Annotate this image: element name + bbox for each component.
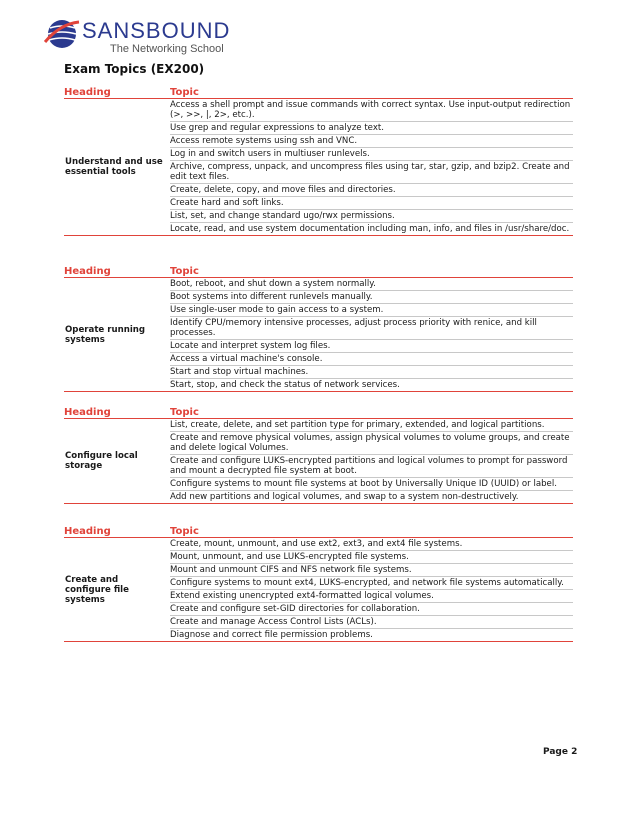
topic-cell: Access a shell prompt and issue commands with correct syntax. Use input-output redirection (>, >>, |, 2>, etc.).: [170, 99, 573, 122]
topic-cell: Start and stop virtual machines.: [170, 366, 573, 379]
topic-cell: Create and manage Access Control Lists (ACLs).: [170, 616, 573, 629]
topic-cell: Mount and unmount CIFS and NFS network file systems.: [170, 564, 573, 577]
topic-cell: Create, delete, copy, and move files and directories.: [170, 184, 573, 197]
topic-cell: Access remote systems using ssh and VNC.: [170, 135, 573, 148]
topic-cell: Mount, unmount, and use LUKS-encrypted file systems.: [170, 551, 573, 564]
topic-cell: Add new partitions and logical volumes, and swap to a system non-destructively.: [170, 491, 573, 504]
page-number: Page 2: [543, 747, 578, 757]
table-row: [64, 538, 573, 551]
topics-table: [64, 86, 573, 236]
table-header: [64, 265, 573, 278]
topic-cell: Create and configure LUKS-encrypted partitions and logical volumes to prompt for password and mount a decrypted file system at boot.: [170, 455, 573, 478]
exam-title: Exam Topics (EX200): [64, 62, 205, 76]
topic-cell: Configure systems to mount file systems at boot by Universally Unique ID (UUID) or label.: [170, 478, 573, 491]
table-header: [64, 86, 573, 99]
logo-tagline: The Networking School: [110, 43, 224, 55]
section-heading: Operate running systems: [64, 278, 170, 392]
topic-cell: List, create, delete, and set partition type for primary, extended, and logical partitions.: [170, 419, 573, 432]
table-row: [64, 278, 573, 291]
heading-column-header: Heading: [64, 406, 170, 419]
topic-cell: Archive, compress, unpack, and uncompress files using tar, star, gzip, and bzip2. Create and edit text files.: [170, 161, 573, 184]
topic-cell: Use single-user mode to gain access to a system.: [170, 304, 573, 317]
heading-column-header: Heading: [64, 265, 170, 278]
topic-cell: Boot, reboot, and shut down a system normally.: [170, 278, 573, 291]
topic-cell: Diagnose and correct file permission problems.: [170, 629, 573, 642]
topic-cell: Configure systems to mount ext4, LUKS-encrypted, and network file systems automatically.: [170, 577, 573, 590]
topics-table: [64, 525, 573, 642]
topic-column-header: Topic: [170, 406, 573, 419]
table-header: [64, 406, 573, 419]
topic-cell: Create hard and soft links.: [170, 197, 573, 210]
globe-logo-icon: [44, 16, 80, 52]
topics-table: [64, 265, 573, 392]
topic-cell: Access a virtual machine's console.: [170, 353, 573, 366]
table-header: [64, 525, 573, 538]
topic-cell: Start, stop, and check the status of network services.: [170, 379, 573, 392]
topic-cell: Create, mount, unmount, and use ext2, ext3, and ext4 file systems.: [170, 538, 573, 551]
table-row: [64, 99, 573, 122]
section-heading: Create and configure file systems: [64, 538, 170, 642]
topic-cell: Extend existing unencrypted ext4-formatted logical volumes.: [170, 590, 573, 603]
topic-cell: Locate, read, and use system documentation including man, info, and files in /usr/share/doc.: [170, 223, 573, 236]
topic-cell: Create and remove physical volumes, assign physical volumes to volume groups, and create and delete logical Volumes.: [170, 432, 573, 455]
topic-cell: Create and configure set-GID directories for collaboration.: [170, 603, 573, 616]
topic-cell: Boot systems into different runlevels manually.: [170, 291, 573, 304]
section-heading: Understand and use essential tools: [64, 99, 170, 236]
sansbound-logo: [44, 14, 234, 56]
topic-column-header: Topic: [170, 86, 573, 99]
topic-cell: Use grep and regular expressions to analyze text.: [170, 122, 573, 135]
heading-column-header: Heading: [64, 525, 170, 538]
section-heading: Configure local storage: [64, 419, 170, 504]
topic-cell: Identify CPU/memory intensive processes, adjust process priority with renice, and kill processes.: [170, 317, 573, 340]
topic-cell: Locate and interpret system log files.: [170, 340, 573, 353]
topic-cell: Log in and switch users in multiuser runlevels.: [170, 148, 573, 161]
topic-column-header: Topic: [170, 525, 573, 538]
topics-table: [64, 406, 573, 504]
logo-brand: SANSBOUND: [82, 18, 231, 43]
topic-cell: List, set, and change standard ugo/rwx permissions.: [170, 210, 573, 223]
heading-column-header: Heading: [64, 86, 170, 99]
topic-column-header: Topic: [170, 265, 573, 278]
table-row: [64, 419, 573, 432]
